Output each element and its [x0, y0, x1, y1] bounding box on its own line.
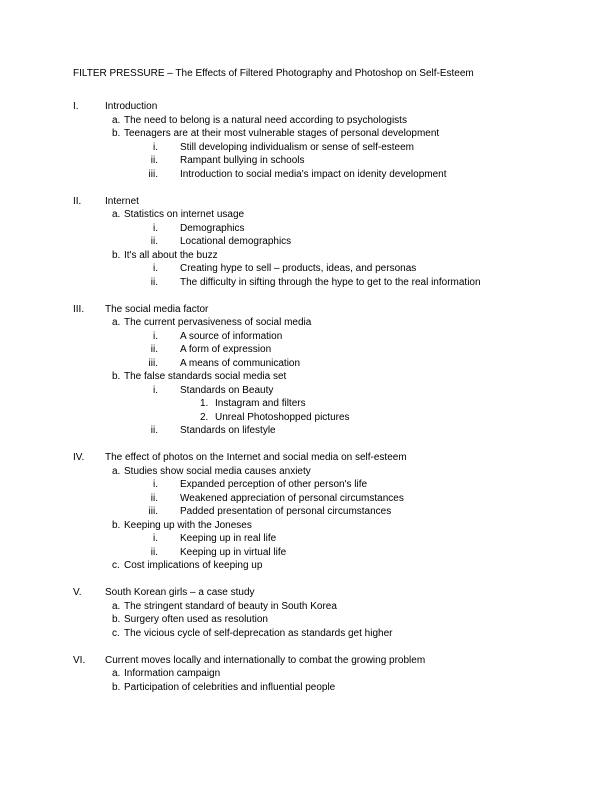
item-text: The stringent standard of beauty in South Korea	[124, 600, 337, 612]
outline-item	[73, 519, 542, 533]
list-marker: ii.	[150, 492, 158, 504]
item-text: It's all about the buzz	[124, 249, 218, 261]
outline-section	[73, 654, 542, 695]
list-marker: a.	[112, 114, 121, 126]
list-marker: b.	[112, 614, 121, 625]
list-marker: i.	[153, 384, 158, 396]
outline-item	[73, 330, 542, 344]
list-marker: ii.	[150, 276, 158, 288]
item-text: Information campaign	[124, 668, 221, 679]
outline-item	[73, 613, 542, 627]
outline-section	[73, 451, 542, 573]
outline-item	[73, 235, 542, 249]
list-marker: iii.	[148, 357, 158, 369]
list-marker: i.	[153, 263, 158, 274]
list-marker: ii.	[150, 155, 158, 166]
outline-item	[73, 546, 542, 560]
outline-heading	[73, 195, 542, 209]
list-marker: ii.	[150, 425, 158, 436]
outline-item	[73, 492, 542, 506]
list-marker: b.	[112, 681, 121, 693]
list-marker: iii.	[148, 168, 158, 180]
item-text: The social media factor	[105, 303, 209, 315]
item-text: Keeping up in virtual life	[180, 546, 287, 558]
item-text: Statistics on internet usage	[124, 209, 245, 220]
outline-item	[73, 465, 542, 479]
outline-section	[73, 100, 542, 181]
item-text: Cost implications of keeping up	[124, 560, 263, 571]
outline-item	[73, 168, 542, 182]
item-text: A means of communication	[180, 357, 301, 369]
item-text: The false standards social media set	[124, 371, 287, 382]
outline-item	[73, 316, 542, 330]
list-marker: i.	[153, 533, 158, 544]
item-text: A form of expression	[180, 344, 272, 355]
item-text: Participation of celebrities and influential people	[124, 681, 336, 693]
list-marker: a.	[112, 600, 121, 612]
outline-item	[73, 411, 542, 425]
outline-section	[73, 195, 542, 290]
outline-item	[73, 478, 542, 492]
outline-heading	[73, 654, 542, 668]
outline-heading	[73, 586, 542, 600]
item-text: The difficulty in sifting through the hype to get to the real information	[180, 276, 481, 288]
list-marker: II.	[73, 195, 82, 207]
list-marker: V.	[73, 587, 82, 598]
item-text: Surgery often used as resolution	[124, 614, 268, 625]
outline-item	[73, 127, 542, 141]
item-text: Demographics	[180, 222, 245, 234]
outline-heading	[73, 303, 542, 317]
document-title: FILTER PRESSURE – The Effects of Filtered Photography and Photoshop on Self-Esteem	[73, 68, 474, 79]
outline-item	[73, 384, 542, 398]
item-text: Padded presentation of personal circumstances	[180, 506, 392, 517]
outline-item	[73, 208, 542, 222]
list-marker: ii.	[150, 236, 158, 247]
item-text: Rampant bullying in schools	[180, 155, 305, 166]
item-text: Expanded perception of other person's life	[180, 479, 368, 490]
outline-item	[73, 154, 542, 168]
item-text: Keeping up with the Joneses	[124, 519, 252, 531]
outline-item	[73, 667, 542, 681]
outline-item	[73, 222, 542, 236]
item-text: The vicious cycle of self-deprecation as standards get higher	[124, 627, 393, 639]
item-text: Unreal Photoshopped pictures	[215, 411, 350, 423]
item-text: Weakened appreciation of personal circumstances	[180, 492, 404, 504]
outline-item	[73, 559, 542, 573]
list-marker: III.	[73, 303, 85, 315]
item-text: Locational demographics	[180, 236, 292, 247]
item-text: Keeping up in real life	[180, 533, 277, 544]
item-text: Introduction to social media's impact on idenity development	[180, 168, 447, 180]
outline-section	[73, 586, 542, 640]
outline-item	[73, 114, 542, 128]
outline-item	[73, 141, 542, 155]
item-text: Studies show social media causes anxiety	[124, 465, 311, 477]
list-marker: a.	[112, 209, 121, 220]
outline-item	[73, 532, 542, 546]
item-text: The current pervasiveness of social media	[124, 317, 312, 328]
outline-heading	[73, 100, 542, 114]
list-marker: i.	[153, 141, 158, 153]
outline-heading	[73, 451, 542, 465]
list-marker: b.	[112, 249, 121, 261]
item-text: Introduction	[105, 101, 158, 112]
list-marker: a.	[112, 317, 121, 328]
outline-item	[73, 397, 542, 411]
outline-item	[73, 343, 542, 357]
list-marker: i.	[153, 222, 158, 234]
item-text: Teenagers are at their most vulnerable stages of personal development	[124, 128, 440, 139]
list-marker: ii.	[150, 546, 158, 558]
outline-item	[73, 600, 542, 614]
list-marker: iii.	[148, 506, 158, 517]
item-text: Internet	[105, 195, 139, 207]
list-marker: b.	[112, 519, 121, 531]
list-marker: ii.	[150, 344, 158, 355]
outline	[73, 100, 542, 694]
list-marker: a.	[112, 668, 121, 679]
item-text: A source of information	[180, 330, 283, 342]
item-text: South Korean girls – a case study	[105, 587, 255, 598]
outline-item	[73, 276, 542, 290]
outline-item	[73, 627, 542, 641]
outline-item	[73, 370, 542, 384]
item-text: Standards on lifestyle	[180, 425, 276, 436]
list-marker: b.	[112, 128, 121, 139]
item-text: Instagram and filters	[215, 398, 306, 409]
list-marker: 1.	[200, 398, 209, 409]
list-marker: c.	[112, 560, 120, 571]
list-marker: IV.	[73, 452, 85, 463]
item-text: Creating hype to sell – products, ideas, and personas	[180, 263, 417, 274]
item-text: The need to belong is a natural need according to psychologists	[124, 114, 407, 126]
outline-item	[73, 681, 542, 695]
outline-item	[73, 262, 542, 276]
list-marker: a.	[112, 465, 121, 477]
list-marker: c.	[112, 627, 120, 639]
outline-item	[73, 357, 542, 371]
list-marker: i.	[153, 479, 158, 490]
item-text: The effect of photos on the Internet and social media on self-esteem	[105, 452, 407, 463]
item-text: Current moves locally and internationally to combat the growing problem	[105, 654, 426, 666]
item-text: Standards on Beauty	[180, 384, 274, 396]
item-text: Still developing individualism or sense of self-esteem	[180, 141, 415, 153]
list-marker: i.	[153, 330, 158, 342]
list-marker: I.	[73, 101, 79, 112]
list-marker: 2.	[200, 411, 209, 423]
list-marker: b.	[112, 371, 121, 382]
outline-section	[73, 303, 542, 438]
outline-item	[73, 424, 542, 438]
list-marker: VI.	[73, 654, 86, 666]
outline-item	[73, 249, 542, 263]
outline-item	[73, 505, 542, 519]
